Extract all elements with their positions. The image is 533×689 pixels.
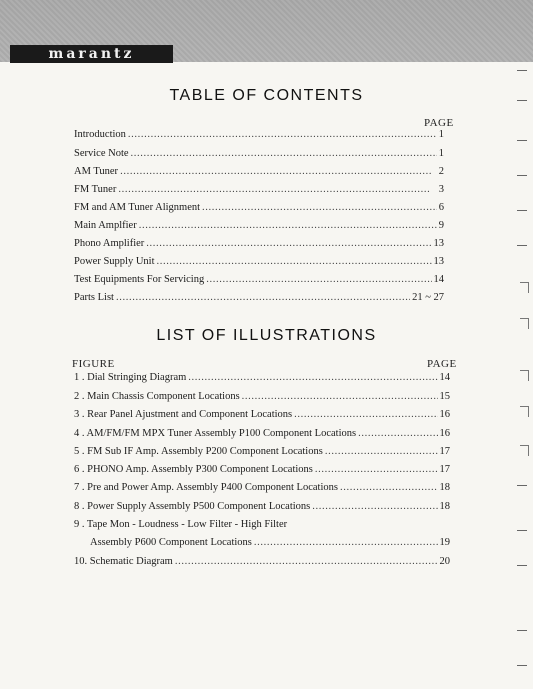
toc-entry-page: 1 <box>438 129 444 140</box>
edge-mark <box>517 565 527 566</box>
toc-entry-page: 1 <box>438 148 444 159</box>
edge-mark <box>517 210 527 211</box>
edge-mark <box>517 665 527 666</box>
figure-entry-page: 16 <box>439 428 450 439</box>
leader-dots <box>175 556 438 568</box>
edge-mark <box>517 175 527 176</box>
toc-entry-label: Test Equipments For Servicing <box>74 274 205 285</box>
toc-entry-page: 14 <box>433 274 444 285</box>
toc-entry-label: FM and AM Tuner Alignment <box>74 202 201 213</box>
toc-entry <box>74 274 444 286</box>
edge-mark <box>517 530 527 531</box>
toc-entry-page: 21 ~ 27 <box>412 292 444 303</box>
toc-entry <box>74 220 444 232</box>
figure-entry <box>74 372 450 384</box>
leader-dots <box>294 409 437 421</box>
toc-entry-label: Introduction <box>74 129 126 140</box>
illustrations-page-label: PAGE <box>427 358 457 370</box>
leader-dots <box>146 238 431 250</box>
marantz-logo: marantz <box>10 45 173 63</box>
toc-entry <box>74 256 444 268</box>
leader-dots <box>315 464 438 476</box>
leader-dots <box>188 372 437 384</box>
toc-entry-label: Main Amplfier <box>74 220 137 231</box>
toc-entry-label: AM Tuner <box>74 166 119 177</box>
toc-entry <box>74 184 444 196</box>
edge-mark <box>517 630 527 631</box>
figure-entry-label: 2 . Main Chassis Component Locations <box>74 391 240 402</box>
figure-entry <box>74 464 450 476</box>
toc-entry <box>74 129 444 141</box>
leader-dots <box>325 446 438 458</box>
figure-entry <box>74 428 450 440</box>
toc-entry-label: Service Note <box>74 148 129 159</box>
edge-bracket <box>520 282 529 293</box>
figure-entry <box>74 501 450 513</box>
figure-entry-label: 4 . AM/FM/FM MPX Tuner Assembly P100 Component Locations <box>74 428 357 439</box>
figure-entry <box>74 391 450 403</box>
edge-bracket <box>520 406 529 417</box>
edge-mark <box>517 245 527 246</box>
figure-entry-page: 19 <box>439 537 450 548</box>
toc-entry-page: 13 <box>433 238 444 249</box>
leader-dots <box>139 220 437 232</box>
leader-dots <box>358 428 437 440</box>
toc-entry <box>74 238 444 250</box>
leader-dots <box>116 292 410 304</box>
toc-entry-label: FM Tuner <box>74 184 117 195</box>
edge-mark <box>517 70 527 71</box>
figure-entry-page: 15 <box>439 391 450 402</box>
figure-entry <box>74 446 450 458</box>
leader-dots <box>242 391 438 403</box>
figure-entry-label: 3 . Rear Panel Ajustment and Component Locations <box>74 409 293 420</box>
edge-mark <box>517 485 527 486</box>
leader-dots <box>254 537 438 549</box>
figure-entry-label: 7 . Pre and Power Amp. Assembly P400 Component Locations <box>74 482 338 493</box>
figure-entry-label: 6 . PHONO Amp. Assembly P300 Component Locations <box>74 464 313 475</box>
figure-entry-label: 1 . Dial Stringing Diagram <box>74 372 187 383</box>
toc-entry-label: Power Supply Unit <box>74 256 155 267</box>
figure-entry-page: 18 <box>439 482 450 493</box>
toc-entry <box>74 292 444 304</box>
edge-bracket <box>520 370 529 381</box>
edge-mark <box>517 140 527 141</box>
leader-dots <box>157 256 432 268</box>
toc-heading: TABLE OF CONTENTS <box>169 87 364 104</box>
toc-entry-page: 3 <box>438 184 444 195</box>
figure-entry-label: 9 . Tape Mon - Loudness - Low Filter - High Filter <box>74 519 288 530</box>
figure-entry-page: 18 <box>439 501 450 512</box>
leader-dots <box>206 274 431 286</box>
leader-dots <box>120 166 437 178</box>
toc-page-label: PAGE <box>424 117 454 129</box>
leader-dots <box>340 482 438 494</box>
toc-entry-label: Parts List <box>74 292 114 303</box>
figure-entry-page: 17 <box>439 446 450 457</box>
figure-entry-page: 14 <box>439 372 450 383</box>
figure-entry <box>74 409 450 421</box>
figure-entry-page: 20 <box>439 556 450 567</box>
figure-entry <box>90 537 450 549</box>
leader-dots <box>131 148 437 160</box>
figure-entry-label: Assembly P600 Component Locations <box>90 537 252 548</box>
toc-entry <box>74 202 444 214</box>
figure-entry-label: 10. Schematic Diagram <box>74 556 173 567</box>
toc-entry-label: Phono Amplifier <box>74 238 145 249</box>
figure-entry <box>74 556 450 568</box>
leader-dots <box>202 202 437 214</box>
leader-dots <box>118 184 436 196</box>
leader-dots <box>312 501 437 513</box>
toc-entry-page: 9 <box>438 220 444 231</box>
figure-entry-label: 8 . Power Supply Assembly P500 Component Locations <box>74 501 311 512</box>
toc-entry <box>74 148 444 160</box>
figure-entry <box>74 519 450 531</box>
toc-entry-page: 2 <box>438 166 444 177</box>
figure-entry <box>74 482 450 494</box>
toc-entry-page: 13 <box>433 256 444 267</box>
illustrations-heading: LIST OF ILLUSTRATIONS <box>156 327 377 344</box>
figure-entry-page: 16 <box>439 409 450 420</box>
leader-dots <box>128 129 437 141</box>
toc-entry-page: 6 <box>438 202 444 213</box>
toc-entry <box>74 166 444 178</box>
figure-entry-page: 17 <box>439 464 450 475</box>
edge-bracket <box>520 445 529 456</box>
figure-label: FIGURE <box>72 358 115 370</box>
figure-entry-label: 5 . FM Sub IF Amp. Assembly P200 Component Locations <box>74 446 323 457</box>
